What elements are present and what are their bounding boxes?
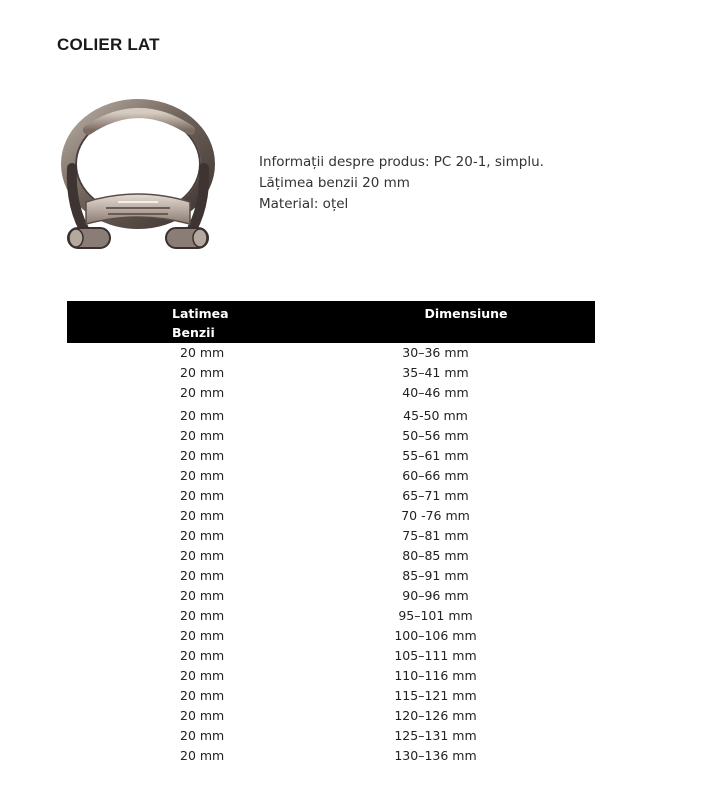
cell-dimension: 30–36 mm [402,345,469,360]
cell-band-width: 20 mm [180,508,225,523]
cell-band-width: 20 mm [180,748,225,763]
table-row [67,686,595,706]
page-title: COLIER LAT [57,35,160,54]
cell-band-width: 20 mm [180,365,225,380]
table-row [67,606,595,626]
cell-dimension: 110–116 mm [394,668,477,683]
cell-dimension: 80–85 mm [402,548,469,563]
cell-band-width: 20 mm [180,568,225,583]
table-row [67,566,595,586]
cell-dimension: 120–126 mm [394,708,477,723]
cell-dimension: 105–111 mm [394,648,477,663]
table-row [67,746,595,766]
cell-band-width: 20 mm [180,628,225,643]
cell-band-width: 20 mm [180,548,225,563]
cell-dimension: 45-50 mm [403,408,468,423]
table-row [67,363,595,383]
cell-band-width: 20 mm [180,708,225,723]
table-body [67,343,595,766]
table-row [67,706,595,726]
band-width-line: Lățimea benzii 20 mm [259,175,410,191]
product-info-line: Informații despre produs: PC 20-1, simplu. [259,154,544,170]
product-info [259,152,544,215]
cell-dimension: 130–136 mm [394,748,477,763]
cell-band-width: 20 mm [180,668,225,683]
table-row [67,343,595,363]
table-row [67,506,595,526]
cell-dimension: 90–96 mm [402,588,469,603]
cell-band-width: 20 mm [180,528,225,543]
cell-dimension: 50–56 mm [402,428,469,443]
hose-clamp-image [58,98,218,260]
table-row [67,406,595,426]
table-row [67,546,595,566]
cell-dimension: 85–91 mm [402,568,469,583]
header-dimension: Dimensiune [424,306,508,321]
cell-band-width: 20 mm [180,608,225,623]
table-row [67,446,595,466]
cell-dimension: 55–61 mm [402,448,469,463]
cell-band-width: 20 mm [180,648,225,663]
cell-dimension: 115–121 mm [394,688,477,703]
table-row [67,586,595,606]
table-row [67,466,595,486]
table-row [67,666,595,686]
cell-band-width: 20 mm [180,588,225,603]
material-line: Material: oțel [259,196,349,212]
bolt-right [166,228,208,248]
cell-band-width: 20 mm [180,448,225,463]
table-row [67,726,595,746]
cell-dimension: 100–106 mm [394,628,477,643]
spec-table [67,301,595,766]
table-header [67,301,595,343]
bolt-left [68,228,110,248]
cell-dimension: 125–131 mm [394,728,477,743]
cell-dimension: 75–81 mm [402,528,469,543]
cell-band-width: 20 mm [180,688,225,703]
cell-band-width: 20 mm [180,385,225,400]
cell-band-width: 20 mm [180,428,225,443]
table-row [67,526,595,546]
table-row [67,383,595,403]
table-row [67,646,595,666]
table-row [67,486,595,506]
table-row [67,626,595,646]
header-band-width-line2: Benzii [172,325,215,340]
cell-dimension: 40–46 mm [402,385,469,400]
header-band-width-line1: Latimea [172,306,229,321]
table-row [67,426,595,446]
cell-dimension: 65–71 mm [402,488,469,503]
cell-dimension: 95–101 mm [398,608,473,623]
cell-band-width: 20 mm [180,728,225,743]
cell-band-width: 20 mm [180,468,225,483]
cell-band-width: 20 mm [180,408,225,423]
cell-dimension: 70 -76 mm [401,508,470,523]
cell-dimension: 35–41 mm [402,365,469,380]
cell-band-width: 20 mm [180,345,225,360]
cell-dimension: 60–66 mm [402,468,469,483]
header-band-width [67,301,337,343]
cell-band-width: 20 mm [180,488,225,503]
